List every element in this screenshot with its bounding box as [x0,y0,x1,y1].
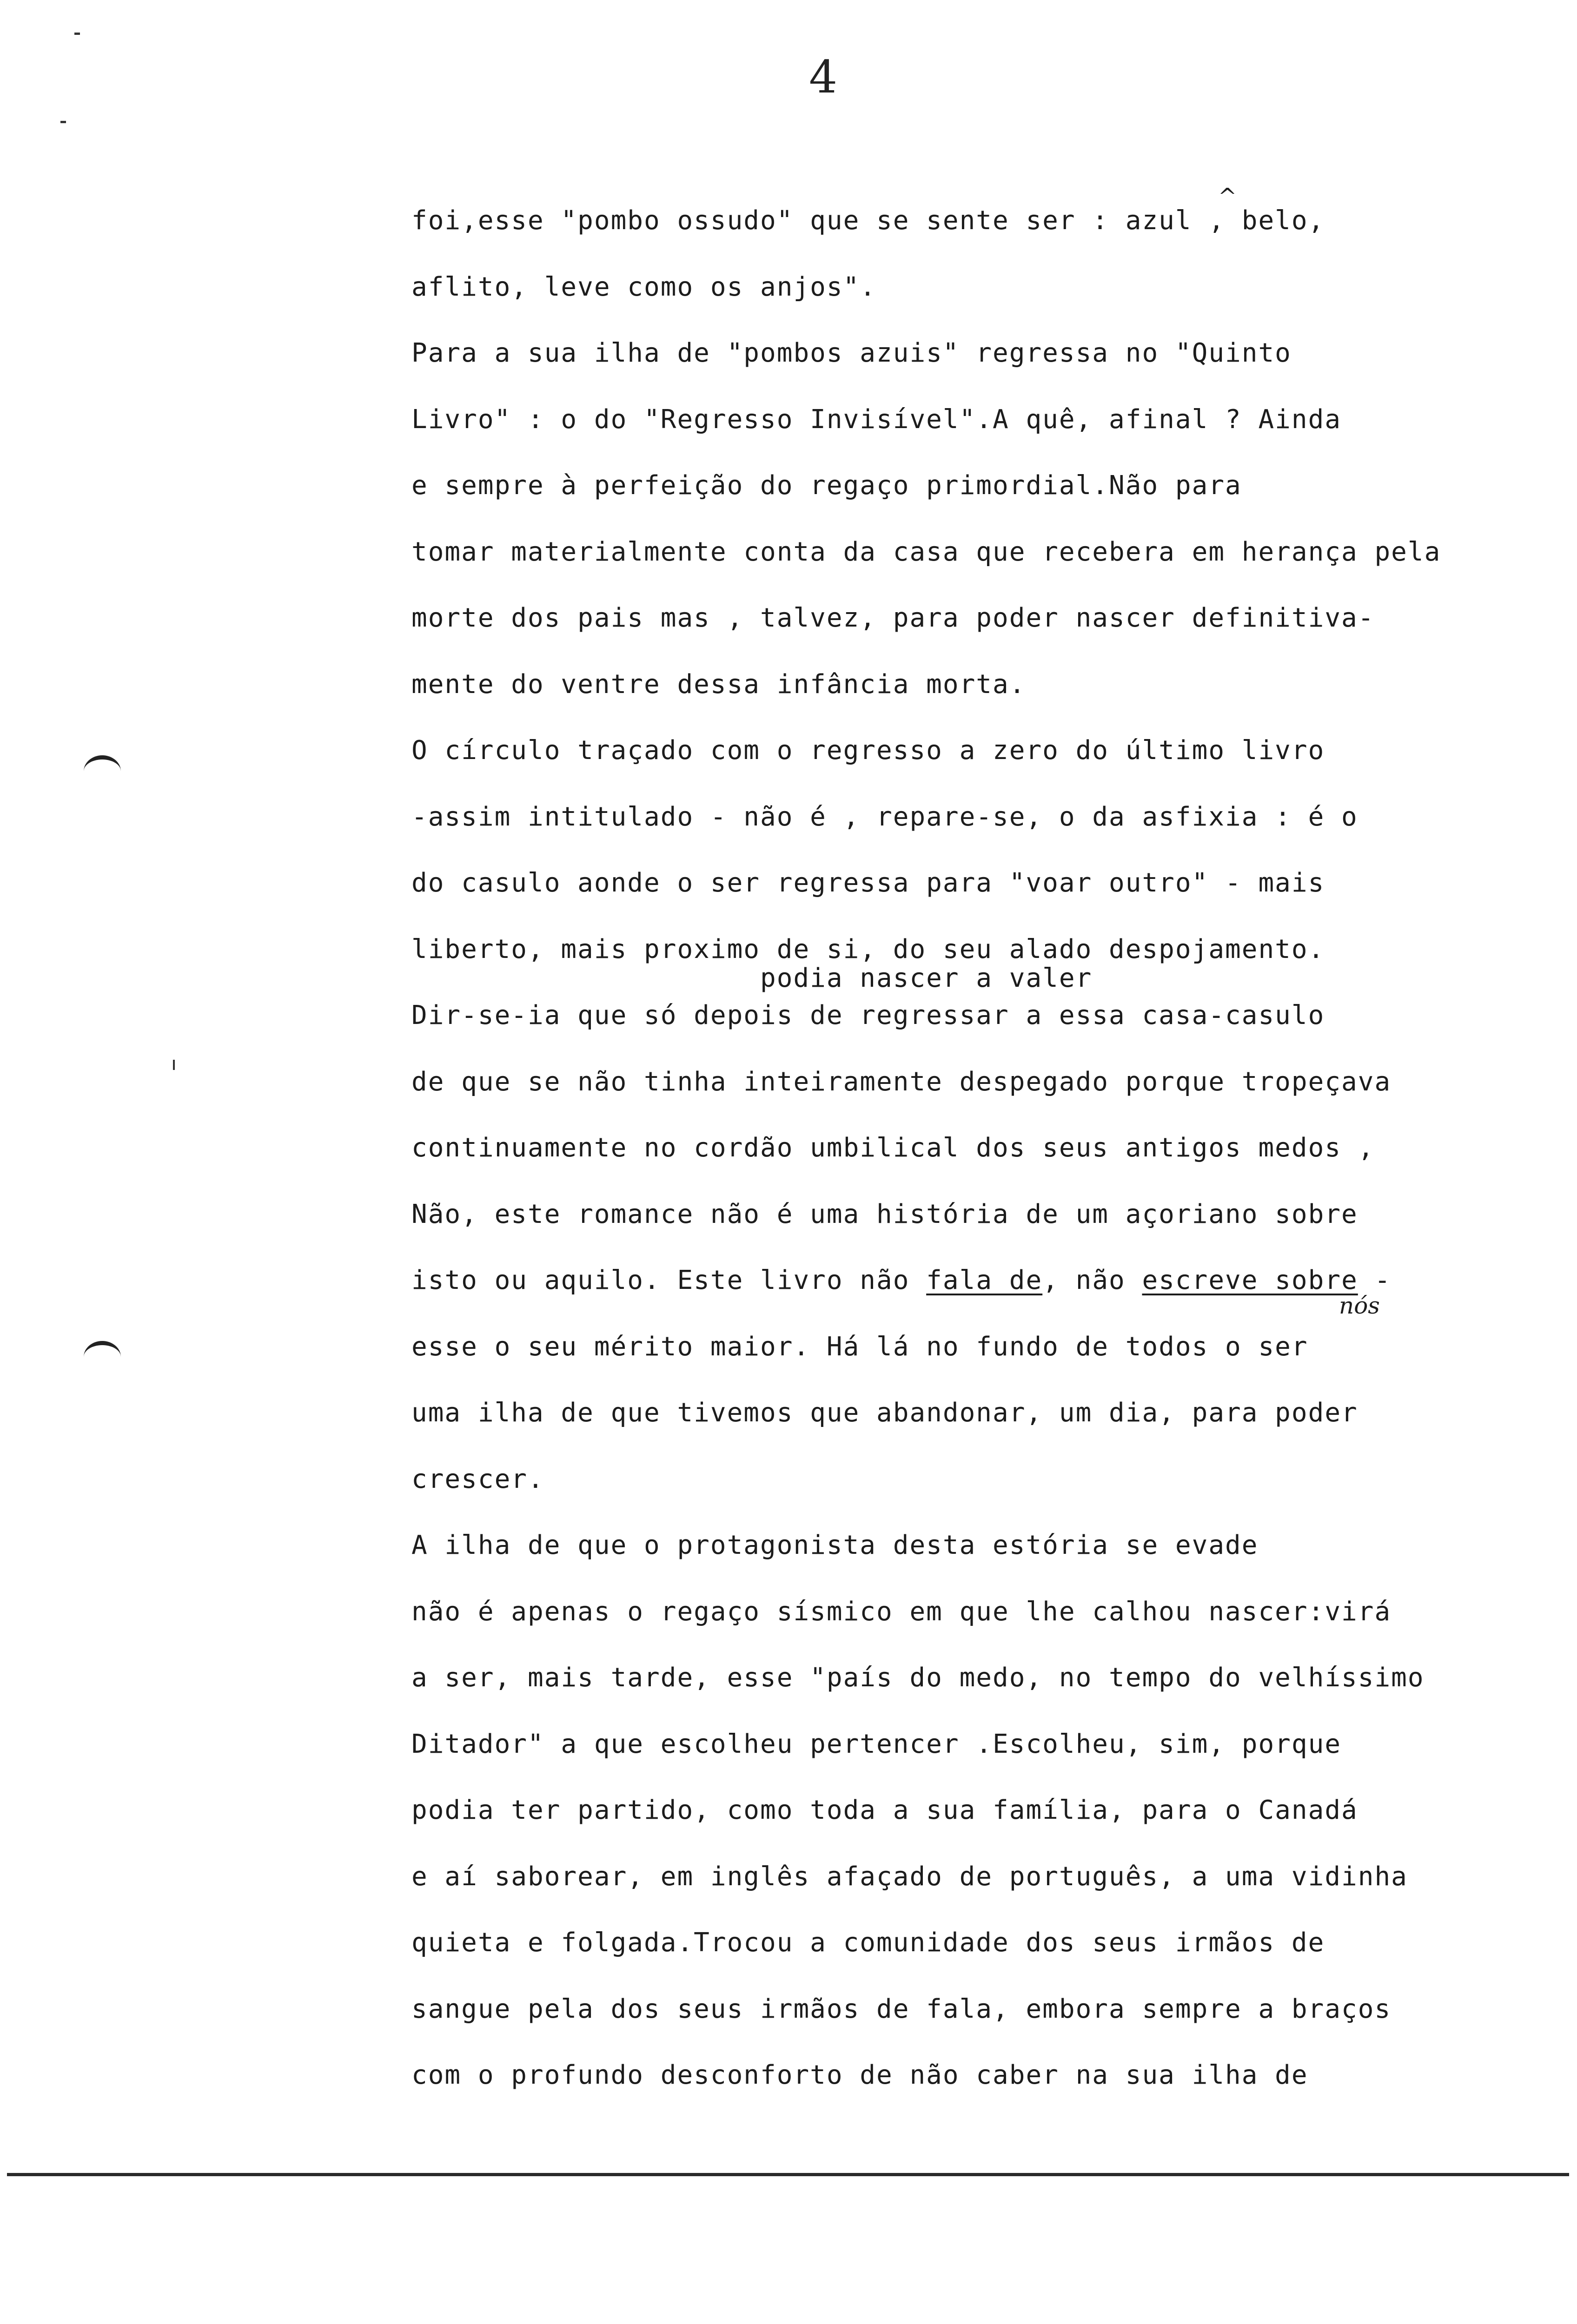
text-line: liberto, mais proximo de si, do seu alado despojamento. [411,934,1325,964]
text-line: continuamente no cordão umbilical dos seus antigos medos , [411,1133,1375,1163]
margin-speck [173,1060,175,1070]
binding-hole-mark [84,1341,121,1373]
text-segment: - [1358,1265,1391,1295]
text-line: -assim intitulado - não é , repare-se, o da asfixia : é o [411,802,1358,832]
text-line: Ditador" a que escolheu pertencer .Escolheu, sim, porque [411,1729,1342,1759]
text-line: Livro" : o do "Regresso Invisível".A quê, afinal ? Ainda [411,404,1342,435]
text-line: não é apenas o regaço sísmico em que lhe calhou nascer:virá [411,1597,1391,1627]
text-line: com o profundo desconforto de não caber na sua ilha de [411,2060,1308,2090]
text-line: e sempre à perfeição do regaço primordial.Não para [411,470,1242,501]
text-line: sangue pela dos seus irmãos de fala, embora sempre a braços [411,1994,1391,2024]
text-line: O círculo traçado com o regresso a zero do último livro [411,735,1325,766]
text-line: Não, este romance não é uma história de um açoriano sobre [411,1199,1358,1229]
binding-hole-mark [84,755,121,787]
text-line: de que se não tinha inteiramente despegado porque tropeçava [411,1067,1391,1097]
text-line: Dir-se-ia que só depois de regressar a essa casa-casulo [411,1000,1325,1030]
text-line: aflito, leve como os anjos". [411,272,877,302]
bottom-rule [7,2173,1569,2176]
margin-speck [74,33,80,35]
margin-speck [60,121,66,123]
text-line: do casulo aonde o ser regressa para "voar outro" - mais [411,868,1325,898]
underlined-phrase-escreve-sobre: escreve sobre [1142,1265,1358,1295]
handwritten-caret: ^ [1218,184,1237,210]
text-line: foi,esse "pombo ossudo" que se sente ser : azul , belo, [411,205,1325,236]
underlined-phrase-fala-de: fala de [926,1265,1043,1295]
text-line: uma ilha de que tivemos que abandonar, um dia, para poder [411,1398,1358,1428]
handwritten-insertion-podia: podia nascer a valer [760,963,1093,993]
page-number: 4 [809,51,838,103]
text-line: mente do ventre dessa infância morta. [411,669,1026,700]
text-line: e aí saborear, em inglês afaçado de português, a uma vidinha [411,1862,1408,1892]
text-line: podia ter partido, como toda a sua família, para o Canadá [411,1795,1358,1825]
text-line: morte dos pais mas , talvez, para poder nascer definitiva- [411,603,1375,633]
text-line: a ser, mais tarde, esse "país do medo, no tempo do velhíssimo [411,1663,1425,1693]
text-segment: , não [1042,1265,1142,1295]
text-line: quieta e folgada.Trocou a comunidade dos seus irmãos de [411,1928,1325,1958]
text-line: crescer. [411,1464,544,1494]
text-line: A ilha de que o protagonista desta estória se evade [411,1530,1259,1560]
text-line: Para a sua ilha de "pombos azuis" regressa no "Quinto [411,338,1292,368]
text-line: tomar materialmente conta da casa que recebera em herança pela [411,537,1441,567]
handwritten-insertion-nos: nós [1339,1292,1380,1319]
text-segment: isto ou aquilo. Este livro não [411,1265,927,1295]
text-line: esse o seu mérito maior. Há lá no fundo de todos o ser [411,1332,1308,1362]
text-line-underlined [411,1264,1391,1297]
